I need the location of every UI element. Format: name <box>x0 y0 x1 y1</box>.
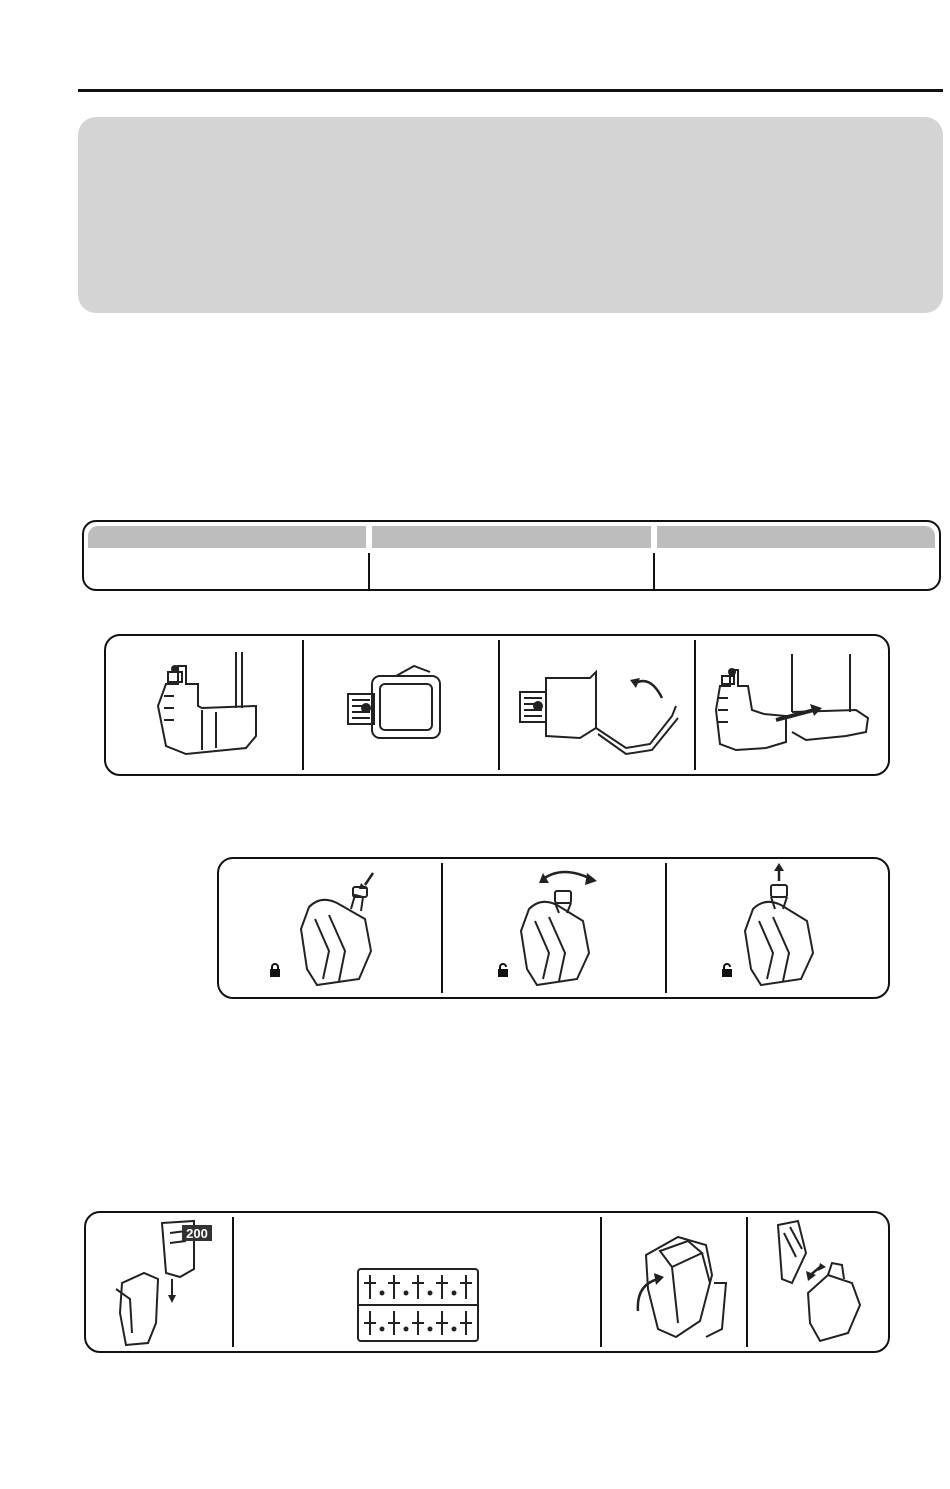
cartridge-remove-icon <box>748 1213 888 1351</box>
staple-count-label: 200 <box>186 1226 208 1241</box>
staple-step-1 <box>86 1213 232 1351</box>
mount-step-2 <box>304 636 498 774</box>
handle-bracket-icon <box>106 636 302 774</box>
staple-step-3 <box>602 1213 746 1351</box>
spec-cell-2 <box>370 553 656 589</box>
lock-open-icon <box>497 963 509 977</box>
spec-table <box>82 520 941 591</box>
spec-table-row <box>84 553 939 589</box>
lock-push-icon <box>219 859 441 997</box>
lock-step-2 <box>443 859 665 997</box>
spec-header-cell-2 <box>372 526 650 548</box>
staple-step-2 <box>234 1213 600 1351</box>
spec-cell-1 <box>84 553 370 589</box>
mount-steps-panel <box>104 634 890 776</box>
lock-open-icon <box>721 963 733 977</box>
note-box <box>78 117 943 313</box>
cartridge-rotate-icon <box>602 1213 746 1351</box>
handle-slide-on-icon <box>696 636 888 774</box>
staple-step-4 <box>748 1213 888 1351</box>
spec-table-header <box>88 526 935 548</box>
lock-closed-icon <box>269 963 281 977</box>
clamp-frame-icon <box>304 636 498 774</box>
header-rule <box>78 89 943 92</box>
staple-strip-icon <box>234 1213 600 1351</box>
lock-step-3 <box>667 859 888 997</box>
mount-step-3 <box>500 636 694 774</box>
lock-steps-panel <box>217 857 890 999</box>
spec-cell-3 <box>655 553 939 589</box>
mount-step-4 <box>696 636 888 774</box>
lock-step-1 <box>219 859 441 997</box>
spec-header-cell-3 <box>657 526 935 548</box>
staple-cartridge-insert-icon <box>86 1213 232 1351</box>
clamp-open-icon <box>500 636 694 774</box>
lock-rotate-icon <box>443 859 665 997</box>
lock-pull-icon <box>667 859 888 997</box>
staple-steps-panel <box>84 1211 890 1353</box>
spec-header-cell-1 <box>88 526 366 548</box>
mount-step-1 <box>106 636 302 774</box>
